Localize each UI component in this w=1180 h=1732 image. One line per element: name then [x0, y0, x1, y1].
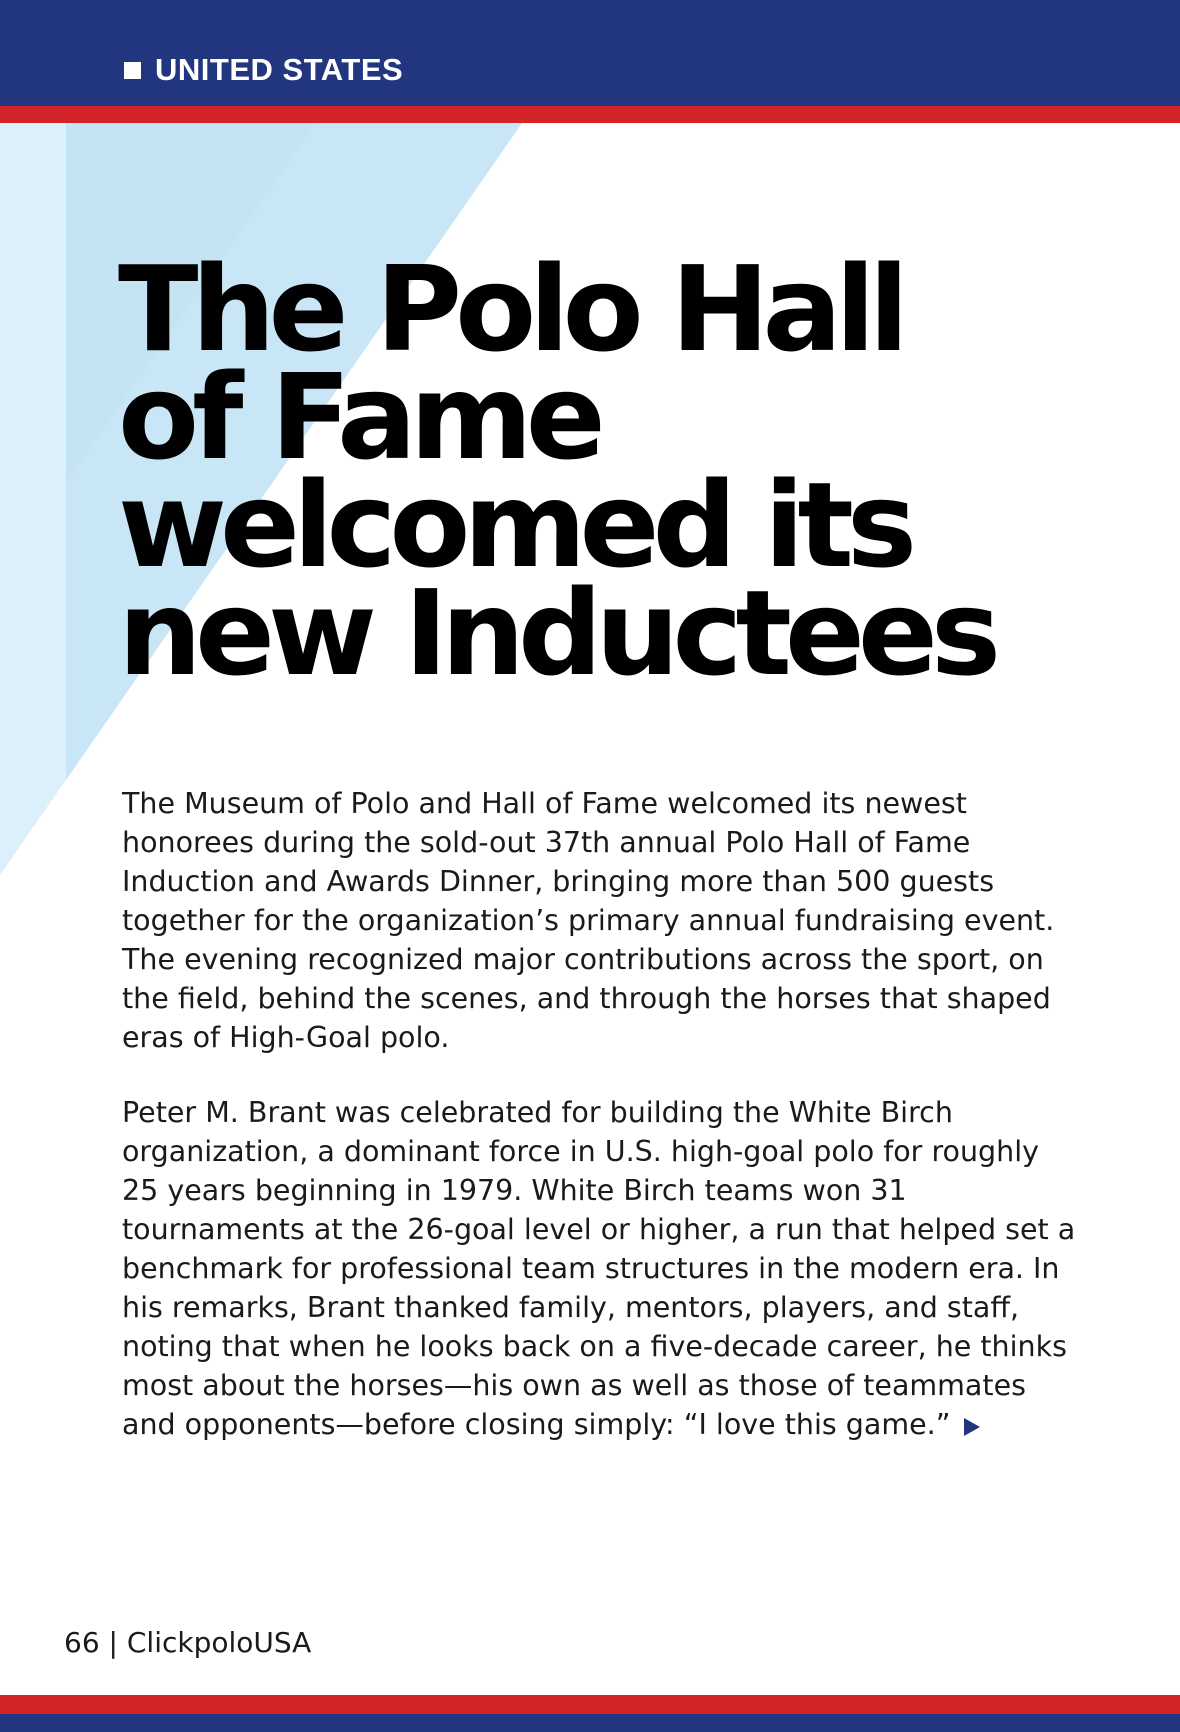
article-headline — [118, 240, 1138, 702]
footer-bar — [0, 1714, 1180, 1732]
paragraph-text: The Museum of Polo and Hall of Fame welcomed its newest honorees during the sold-out 37th annual Polo Hall of Fame Induction and Awards Dinner, bringing more than 500 guests together for the organization’s primary annual fundraising event. The evening recognized major contributions across the sport, on the field, behind the scenes, and through the horses that shaped eras of High-Goal polo. — [122, 787, 1055, 1054]
headline-line: of Fame — [118, 348, 599, 486]
triangle-right-icon — [964, 1418, 980, 1436]
article-paragraph — [122, 784, 1082, 1057]
article-paragraph — [122, 1093, 1082, 1444]
page-footer: 66 | ClickpoloUSA — [64, 1626, 312, 1659]
paragraph-text: Peter M. Brant was celebrated for building the White Birch organization, a dominant force in U.S. high-goal polo for roughly 25 years beginning in 1979. White Birch teams won 31 tournaments at the 26-goal level or higher, a run that helped set a benchmark for professional team structures in the modern era. In his remarks, Brant thanked family, mentors, players, and staff, noting that when he looks back on a five-decade career, he thinks most about the horses—his own as well as those of teammates and opponents—before closing simply: “I love this game.” — [122, 1096, 1076, 1441]
section-label-text: UNITED STATES — [155, 52, 404, 87]
headline-line: The Polo Hall — [118, 240, 903, 378]
footer-red-stripe — [0, 1695, 1180, 1714]
article-body — [122, 784, 1082, 1480]
section-label — [124, 52, 403, 88]
headline-line: new Inductees — [118, 564, 995, 702]
header-red-stripe — [0, 106, 1180, 123]
headline-line: welcomed its — [118, 456, 911, 594]
square-icon — [124, 62, 141, 79]
